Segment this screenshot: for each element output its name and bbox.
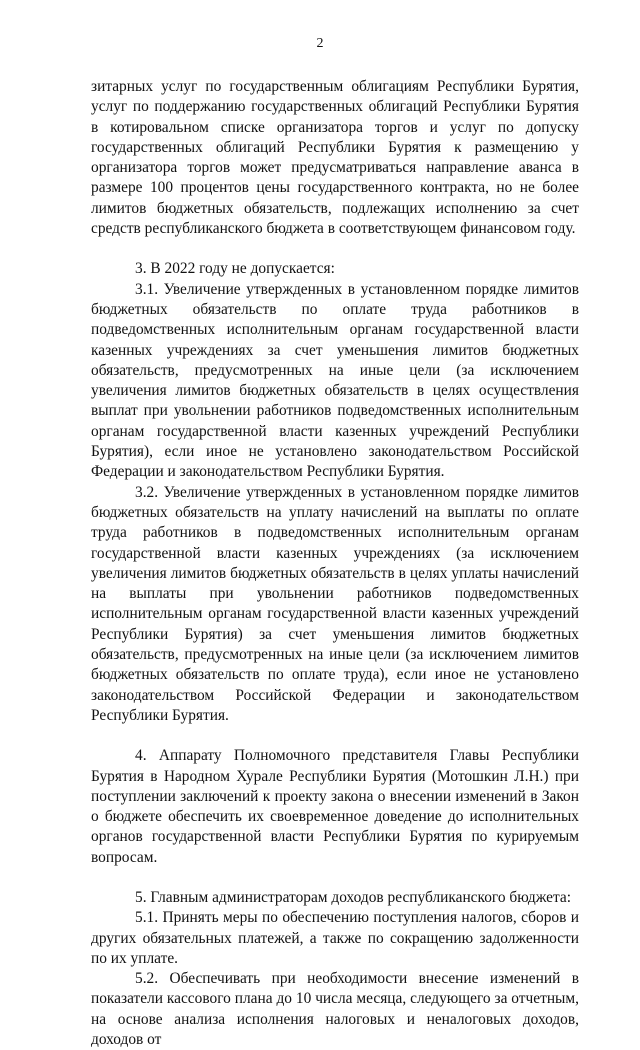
paragraph-item-5: 5. Главным администраторам доходов республиканского бюджета: [135,888,572,906]
page-number: 2 [316,36,324,51]
paragraph-item-3-2: 3.2. Увеличение утвержденных в установленном порядке лимитов бюджетных обязательств на уплату начислений на выплаты по оплате труда работников в подведомственных исполнительным органам государственной власти казенных учреждениях (за исключением увеличения лимитов бюджетных обязательств в целях уплаты начислений на выплаты при увольнении работников подведомственных исполнительным органам государственной власти казенных учреждений Республики Бурятия) за счет уменьшения лимитов бюджетных обязательств, предусмотренных на иные цели (за исключением лимитов бюджетных обязательств по оплате труда), если иное не установлено законодательством Российской Федерации и законодательством Республики Бурятия. [91,483,579,724]
paragraph-item-5-1: 5.1. Принять меры по обеспечению поступления налогов, сборов и других обязательных платежей, а также по сокращению задолженности по их уплате. [91,909,579,967]
paragraph-item-3-1: 3.1. Увеличение утвержденных в установленном порядке лимитов бюджетных обязательств по оплате труда работников в подведомственных исполнительным органам государственной власти казенных учреждениях за счет уменьшения лимитов бюджетных обязательств, предусмотренных на иные цели (за исключением увеличения лимитов бюджетных обязательств в целях осуществления выплат при увольнении работников подведомственных исполнительным органам государственной власти казенных учреждений Республики Бурятия), если иное не установлено законодательством Российской Федерации и законодательством Республики Бурятия. [91,280,579,481]
paragraph-item-3: 3. В 2022 году не допускается: [135,260,335,278]
document-body [91,77,579,1050]
paragraph-item-5-2: 5.2. Обеспечивать при необходимости внесение изменений в показатели кассового плана до 10 числа месяца, следующего за отчетным, на основе анализа исполнения налоговых и неналоговых доходов, доходов от [91,970,579,1049]
paragraph-item-4: 4. Аппарату Полномочного представителя Главы Республики Бурятия в Народном Хурале Республики Бурятия (Мотошкин Л.Н.) при поступлении заключений к проекту закона о внесении изменений в Закон о бюджете обеспечить их своевременное доведение до исполнительных органов государственной власти Республики Бурятия по курируемым вопросам. [91,747,579,866]
paragraph-continuation: зитарных услуг по государственным облигациям Республики Бурятия, услуг по поддержанию государственных облигаций Республики Бурятия в котировальном списке организатора торгов и услуг по допуску государственных облигаций Республики Бурятия к размещению у организатора торгов может предусматриваться направление аванса в размере 100 процентов цены государственного контракта, но не более лимитов бюджетных обязательств, подлежащих исполнению за счет средств республиканского бюджета в соответствующем финансовом году. [91,78,579,238]
